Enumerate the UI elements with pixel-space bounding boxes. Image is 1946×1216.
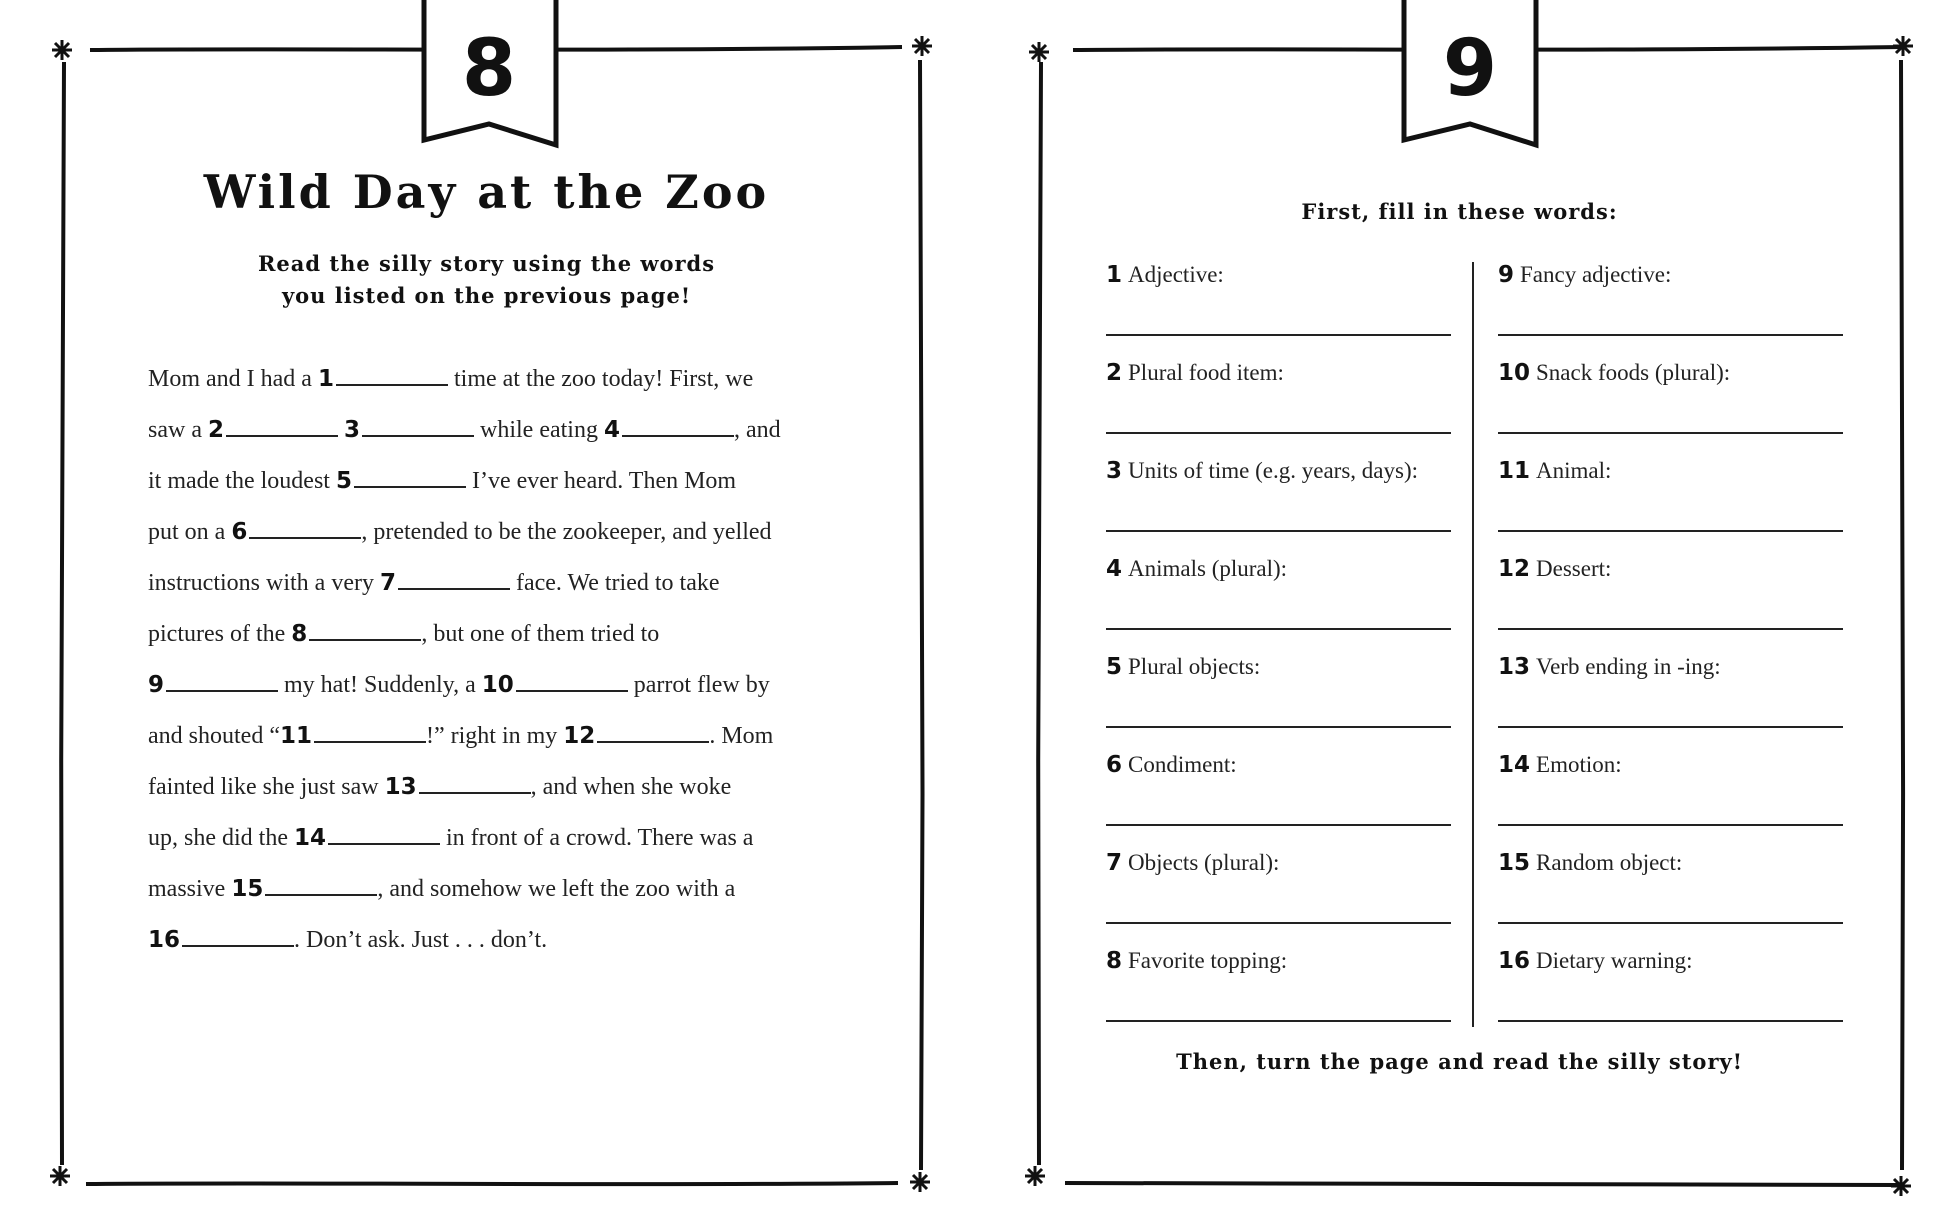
column-divider: [1472, 262, 1474, 1027]
field-label: Fancy adjective:: [1520, 262, 1672, 287]
subtitle-line-1: Read the silly story using the words: [257, 251, 716, 276]
star-corner-top-left: [52, 40, 72, 60]
blank-line: [354, 464, 466, 488]
field-number: 9: [1498, 262, 1515, 288]
word-field-8[interactable]: [1106, 948, 1451, 1018]
blank-line: [597, 719, 709, 743]
field-label: Animals (plural):: [1128, 556, 1288, 581]
field-number: 13: [1498, 654, 1531, 680]
word-field-5[interactable]: [1106, 654, 1451, 724]
field-label: Random object:: [1536, 850, 1683, 875]
field-label: Verb ending in -ing:: [1536, 654, 1721, 679]
word-field-2[interactable]: [1106, 360, 1451, 430]
star-corner-top-left: [1029, 42, 1049, 62]
answer-line[interactable]: [1106, 530, 1451, 532]
answer-line[interactable]: [1498, 530, 1843, 532]
story-line-1: Mom and I had a 1 time at the zoo today! First, we: [148, 354, 828, 405]
blank-line: [226, 413, 338, 437]
answer-line[interactable]: [1106, 1020, 1451, 1022]
word-field-9[interactable]: [1498, 262, 1843, 332]
blank-number: 8: [291, 621, 308, 647]
answer-line[interactable]: [1106, 628, 1451, 630]
field-number: 7: [1106, 850, 1123, 876]
blank-line: [419, 770, 531, 794]
star-corner-bottom-left: [1025, 1166, 1045, 1186]
story-line-10: up, she did the 14 in front of a crowd. There was a: [148, 813, 828, 864]
answer-line[interactable]: [1106, 726, 1451, 728]
answer-line[interactable]: [1106, 334, 1451, 336]
story-subtitle: [0, 248, 973, 312]
blank-line: [309, 617, 421, 641]
blank-number: 5: [335, 468, 352, 494]
page-number: 8: [461, 24, 517, 114]
blank-number: 7: [379, 570, 396, 596]
story-line-3: it made the loudest 5 I’ve ever heard. Then Mom: [148, 456, 828, 507]
field-number: 15: [1498, 850, 1531, 876]
star-corner-top-right: [1893, 36, 1913, 56]
story-title: Wild Day at the Zoo: [203, 165, 770, 219]
star-corner-bottom-left: [50, 1166, 70, 1186]
word-field-4[interactable]: [1106, 556, 1451, 626]
blank-line: [166, 668, 278, 692]
story-line-6: pictures of the 8 , but one of them tried to: [148, 609, 828, 660]
word-field-16[interactable]: [1498, 948, 1843, 1018]
answer-line[interactable]: [1498, 726, 1843, 728]
blank-number: 11: [279, 723, 312, 749]
field-number: 6: [1106, 752, 1123, 778]
field-label: Dietary warning:: [1536, 948, 1693, 973]
blank-number: 15: [231, 876, 264, 902]
answer-line[interactable]: [1498, 334, 1843, 336]
word-field-14[interactable]: [1498, 752, 1843, 822]
field-label: Animal:: [1536, 458, 1612, 483]
answer-line[interactable]: [1498, 824, 1843, 826]
instructions-footer: Then, turn the page and read the silly story!: [1176, 1049, 1743, 1074]
field-number: 1: [1106, 262, 1123, 288]
story-line-11: massive 15 , and somehow we left the zoo with a: [148, 864, 828, 915]
field-number: 8: [1106, 948, 1123, 974]
field-label: Favorite topping:: [1128, 948, 1288, 973]
word-field-6[interactable]: [1106, 752, 1451, 822]
story-line-7: 9 my hat! Suddenly, a 10 parrot flew by: [148, 660, 828, 711]
field-label: Adjective:: [1128, 262, 1224, 287]
blank-number: 3: [344, 417, 361, 443]
star-corner-bottom-right: [910, 1172, 930, 1192]
story-line-2: saw a 2 3 while eating 4 , and: [148, 405, 828, 456]
field-label: Plural food item:: [1128, 360, 1284, 385]
blank-line: [336, 362, 448, 386]
field-number: 14: [1498, 752, 1531, 778]
story-text: [148, 354, 828, 966]
field-number: 4: [1106, 556, 1123, 582]
story-line-12: 16 . Don’t ask. Just . . . don’t.: [148, 915, 828, 966]
blank-number: 1: [317, 366, 334, 392]
answer-line[interactable]: [1498, 628, 1843, 630]
blank-line: [265, 872, 377, 896]
blank-line: [516, 668, 628, 692]
blank-number: 10: [481, 672, 514, 698]
blank-number: 16: [148, 927, 181, 953]
field-label: Units of time (e.g. years, days):: [1128, 458, 1418, 483]
field-number: 3: [1106, 458, 1123, 484]
blank-number: 13: [384, 774, 417, 800]
subtitle-line-2: you listed on the previous page!: [281, 283, 692, 308]
star-corner-top-right: [912, 36, 932, 56]
blank-line: [314, 719, 426, 743]
story-line-4: put on a 6 , pretended to be the zookeeper, and yelled: [148, 507, 828, 558]
star-corner-bottom-right: [1891, 1176, 1911, 1196]
blank-line: [398, 566, 510, 590]
story-line-5: instructions with a very 7 face. We tried to take: [148, 558, 828, 609]
word-field-13[interactable]: [1498, 654, 1843, 724]
field-number: 2: [1106, 360, 1123, 386]
field-label: Objects (plural):: [1128, 850, 1280, 875]
answer-line[interactable]: [1106, 922, 1451, 924]
word-field-15[interactable]: [1498, 850, 1843, 920]
blank-number: 6: [231, 519, 248, 545]
field-label: Plural objects:: [1128, 654, 1261, 679]
field-number: 11: [1498, 458, 1531, 484]
blank-line: [622, 413, 734, 437]
word-field-7[interactable]: [1106, 850, 1451, 920]
field-label: Snack foods (plural):: [1536, 360, 1731, 385]
story-line-9: fainted like she just saw 13 , and when she woke: [148, 762, 828, 813]
field-label: Dessert:: [1536, 556, 1612, 581]
answer-line[interactable]: [1498, 922, 1843, 924]
field-number: 12: [1498, 556, 1531, 582]
word-field-11[interactable]: [1498, 458, 1843, 528]
field-label: Emotion:: [1536, 752, 1622, 777]
field-number: 5: [1106, 654, 1123, 680]
field-number: 10: [1498, 360, 1531, 386]
word-field-10[interactable]: [1498, 360, 1843, 430]
blank-line: [249, 515, 361, 539]
word-field-3[interactable]: [1106, 458, 1451, 528]
page-number: 9: [1442, 24, 1498, 114]
blank-number: 2: [207, 417, 224, 443]
word-field-1[interactable]: [1106, 262, 1451, 332]
answer-line[interactable]: [1498, 1020, 1843, 1022]
answer-line[interactable]: [1106, 432, 1451, 434]
blank-line: [182, 923, 294, 947]
blank-line: [362, 413, 474, 437]
blank-line: [328, 821, 440, 845]
field-number: 16: [1498, 948, 1531, 974]
instructions-heading: First, fill in these words:: [1301, 199, 1618, 224]
blank-number: 14: [293, 825, 326, 851]
story-line-8: and shouted “11 !” right in my 12 . Mom: [148, 711, 828, 762]
blank-number: 9: [148, 672, 165, 698]
answer-line[interactable]: [1106, 824, 1451, 826]
word-field-12[interactable]: [1498, 556, 1843, 626]
blank-number: 12: [563, 723, 596, 749]
field-label: Condiment:: [1128, 752, 1237, 777]
blank-number: 4: [603, 417, 620, 443]
answer-line[interactable]: [1498, 432, 1843, 434]
